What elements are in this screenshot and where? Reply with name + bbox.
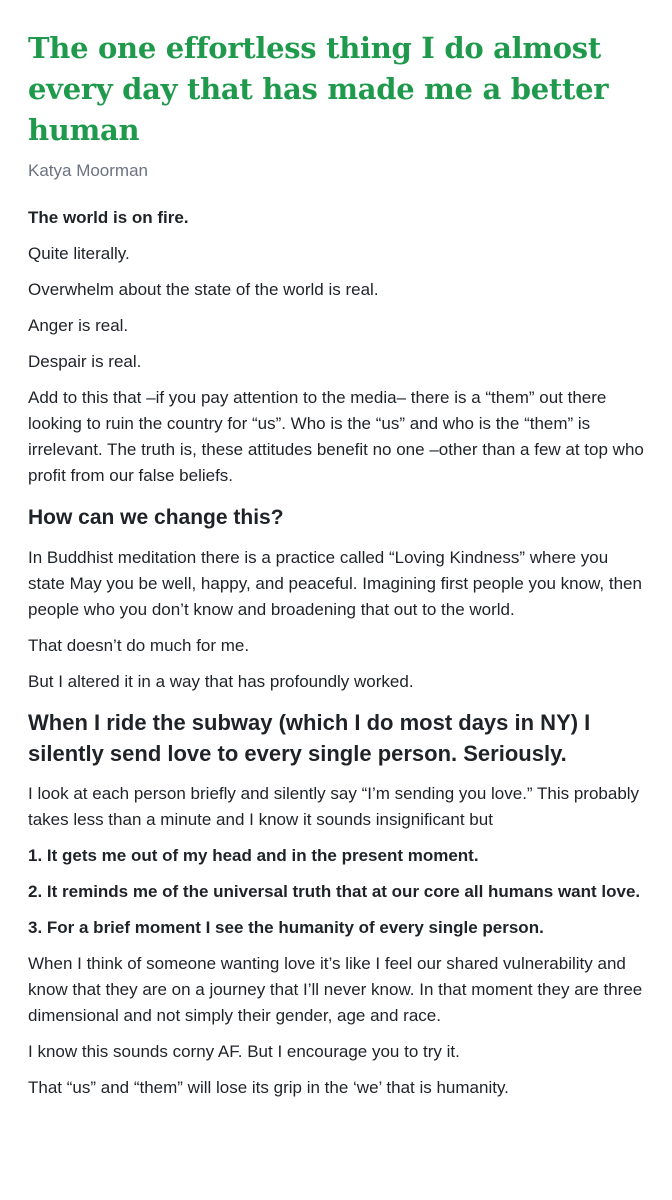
paragraph: Quite literally.: [28, 244, 130, 263]
paragraph: That “us” and “them” will lose its grip in the ‘we’ that is humanity.: [28, 1078, 509, 1097]
paragraph-opening: The world is on fire.: [28, 208, 189, 227]
paragraph: When I think of someone wanting love it’s like I feel our shared vulnerability and know that they are on a journey that I’ll never know. In that moment they are three dimensional and not simply their gender, age and race.: [28, 954, 643, 1025]
paragraph: But I altered it in a way that has profoundly worked.: [28, 672, 414, 691]
paragraph: I know this sounds corny AF. But I encourage you to try it.: [28, 1042, 460, 1061]
list-item: 3. For a brief moment I see the humanity of every single person.: [28, 918, 544, 937]
paragraph: Despair is real.: [28, 352, 142, 371]
paragraph: In Buddhist meditation there is a practice called “Loving Kindness” where you state May you be well, happy, and peaceful. Imagining first people you know, then people who you don’t know and broadening that out to the world.: [28, 548, 642, 619]
list-item: 2. It reminds me of the universal truth that at our core all humans want love.: [28, 882, 641, 901]
paragraph: That doesn’t do much for me.: [28, 636, 250, 655]
section-heading: How can we change this?: [28, 506, 284, 529]
section-heading: When I ride the subway (which I do most days in NY) I silently send love to every single person. Seriously.: [28, 710, 591, 766]
paragraph: I look at each person briefly and silently say “I’m sending you love.” This probably takes less than a minute and I know it sounds insignificant but: [28, 784, 640, 829]
article-title: The one effortless thing I do almost every day that has made me a better human: [28, 31, 609, 147]
list-item: 1. It gets me out of my head and in the present moment.: [28, 846, 479, 865]
paragraph: Add to this that –if you pay attention to the media– there is a “them” out there looking to ruin the country for “us”. Who is the “us” and who is the “them” is irrelevant. The truth is, these attitudes benefit no one –other than a few at top who profit from our false beliefs.: [28, 388, 644, 485]
paragraph: Anger is real.: [28, 316, 129, 335]
paragraph: Overwhelm about the state of the world is real.: [28, 280, 379, 299]
author-name: Katya Moorman: [28, 161, 148, 180]
article: [28, 28, 648, 1111]
